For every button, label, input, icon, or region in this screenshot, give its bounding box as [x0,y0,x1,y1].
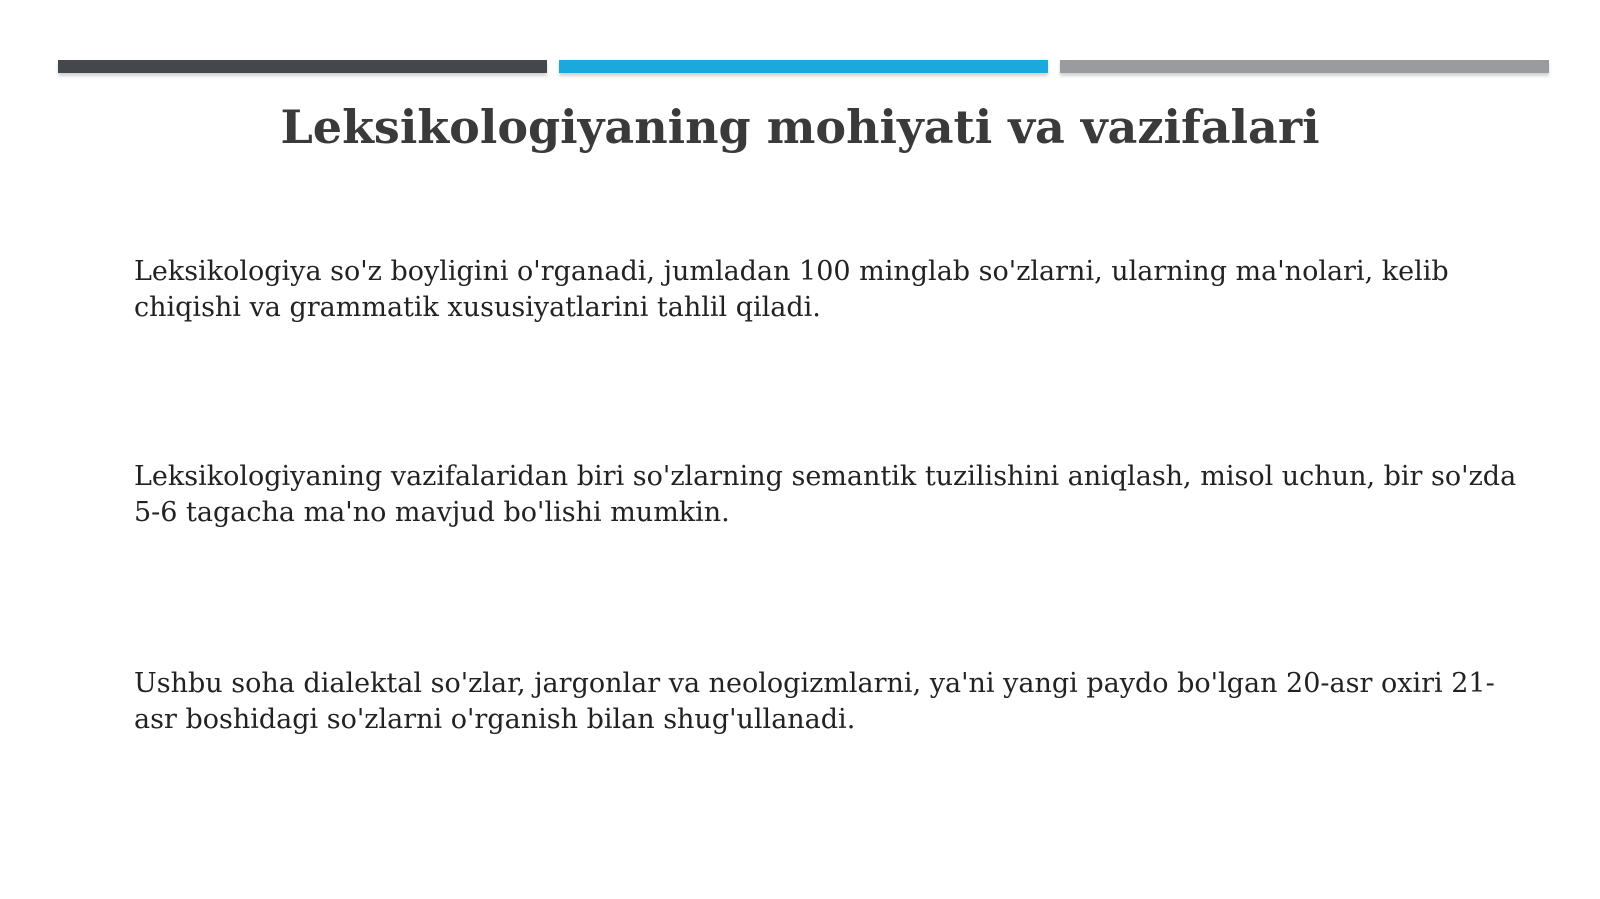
slide-title: Leksikologiyaning mohiyati va vazifalari [280,100,1320,154]
paragraph-2: Leksikologiyaning vazifalaridan biri so'zlarning semantik tuzilishini aniqlash, misol uchun, bir so'zda 5-6 tagacha ma'no mavjud bo'lishi mumkin. [134,461,1517,528]
header-bar-gray [1060,60,1549,73]
header-bar-dark [58,60,547,73]
paragraph-1: Leksikologiya so'z boyligini o'rganadi, jumladan 100 minglab so'zlarni, ularning ma'nolari, kelib chiqishi va grammatik xususiyatlarini tahlil qiladi. [134,256,1449,323]
header-bar-blue [559,60,1048,73]
paragraph-3: Ushbu soha dialektal so'zlar, jargonlar va neologizmlarni, ya'ni yangi paydo bo'lgan 20-asr oxiri 21-asr boshidagi so'zlarni o'rganish bilan shug'ullanadi. [134,668,1495,735]
